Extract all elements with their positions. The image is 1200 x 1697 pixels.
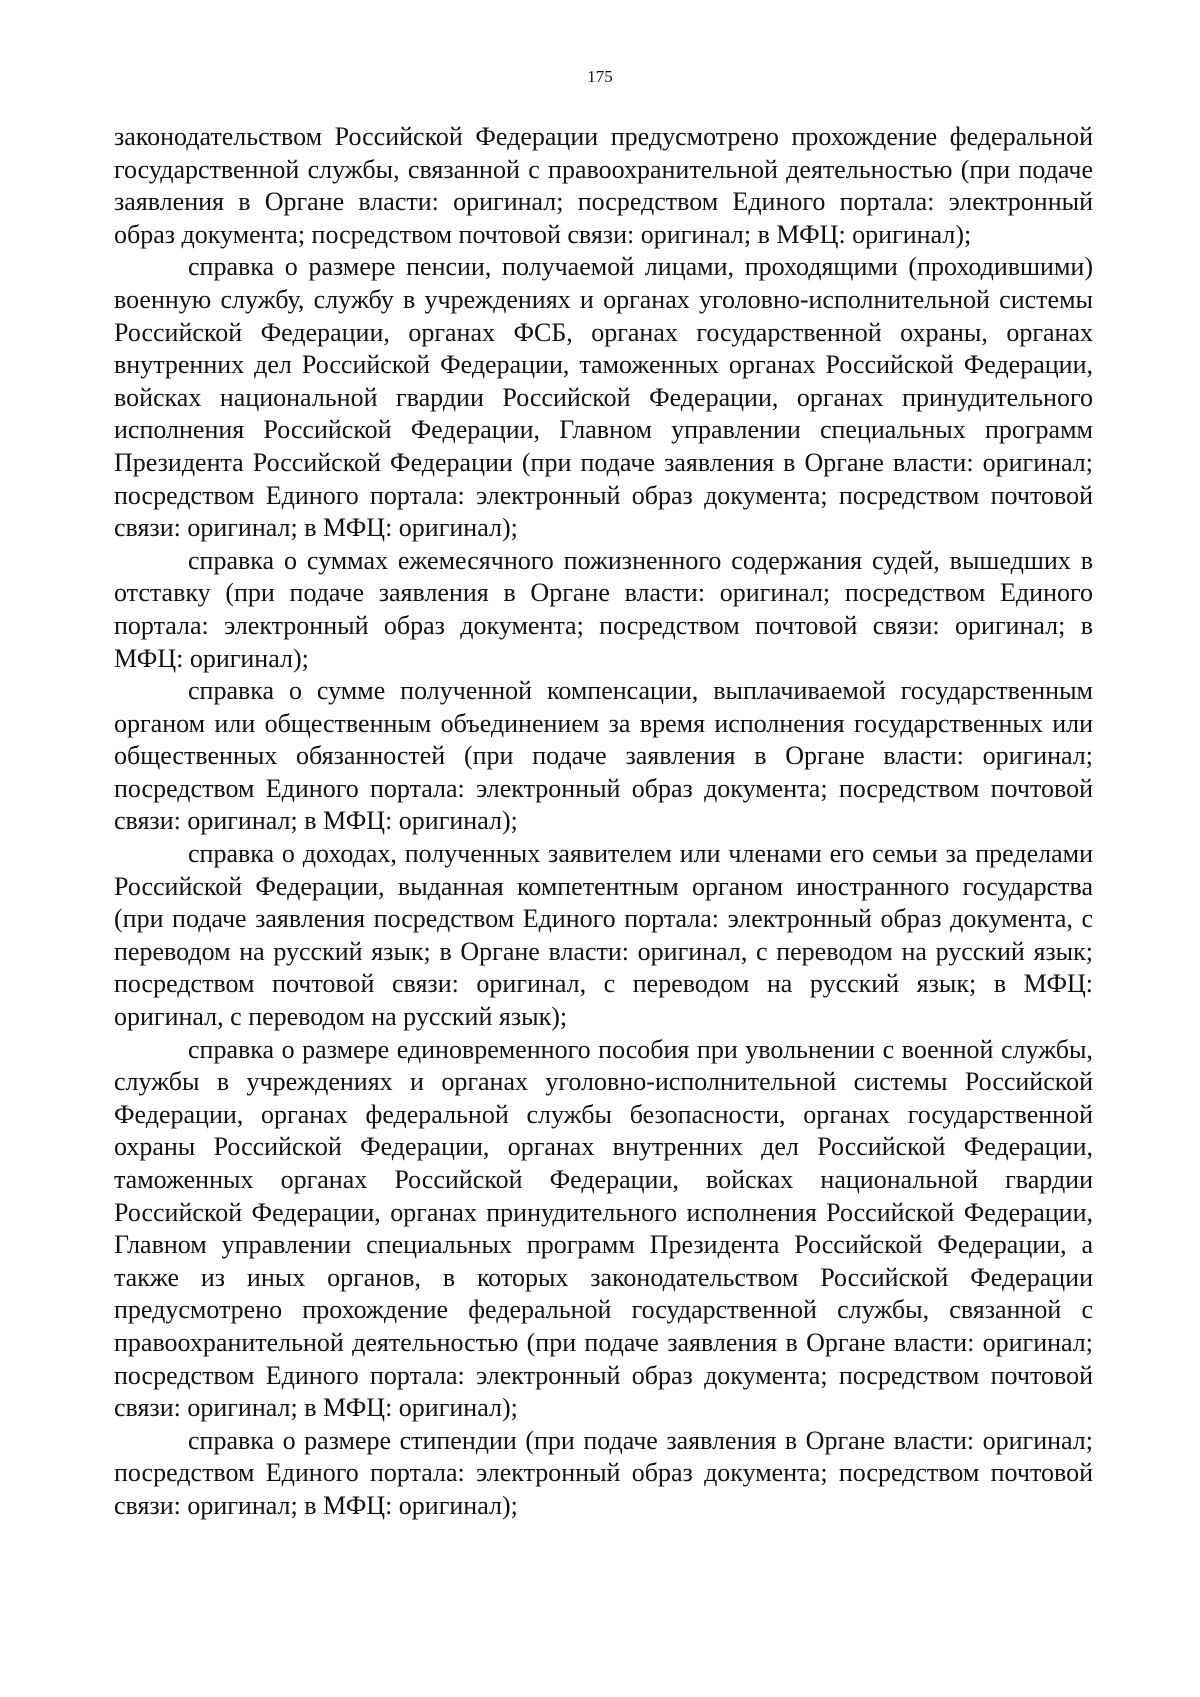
paragraph-foreign-income-certificate: справка о доходах, полученных заявителем или членами его семьи за пределами Российской Федерации, выданная компетентным органом иностранного государства (при подаче заявления посредством Единого портала: электронный образ документа, с переводом на русский язык; в Органе власти: оригинал, с переводом на русский язык; посредством почтовой связи: оригинал, с переводом на русский язык; в МФЦ: оригинал, с переводом на русский язык); bbox=[114, 839, 1093, 1032]
paragraph-scholarship-certificate: справка о размере стипендии (при подаче заявления в Органе власти: оригинал; посредством Единого портала: электронный образ документа; посредством почтовой связи: оригинал; в МФЦ: оригинал); bbox=[114, 1425, 1093, 1520]
paragraph-continued: законодательством Российской Федерации предусмотрено прохождение федеральной государственной службы, связанной с правоохранительной деятельностью (при подаче заявления в Органе власти: оригинал; посредством Единого портала: электронный образ документа; посредством почтовой связи: оригинал; в МФЦ: оригинал); bbox=[114, 122, 1093, 249]
paragraph-judges-allowance-certificate: справка о суммах ежемесячного пожизненного содержания судей, вышедших в отставку (при подаче заявления в Органе власти: оригинал; посредством Единого портала: электронный образ документа; посредством почтовой связи: оригинал; в МФЦ: оригинал); bbox=[114, 545, 1093, 673]
paragraph-severance-benefit-certificate: справка о размере единовременного пособия при увольнении с военной службы, службы в учреждениях и органах уголовно-исполнительной системы Российской Федерации, органах федеральной службы безопасности, органах государственной охраны Российской Федерации, органах внутренних дел Российской Федерации, таможенных органах Российской Федерации, войсках национальной гвардии Российской Федерации, органах принудительного исполнения Российской Федерации, Главном управлении специальных программ Президента Российской Федерации, а также из иных органов, в которых законодательством Российской Федерации предусмотрено прохождение федеральной государственной службы, связанной с правоохранительной деятельностью (при подаче заявления в Органе власти: оригинал; посредством Единого портала: электронный образ документа; посредством почтовой связи: оригинал; в МФЦ: оригинал); bbox=[114, 1034, 1093, 1423]
page-number: 175 bbox=[587, 67, 613, 86]
paragraph-pension-certificate: справка о размере пенсии, получаемой лицами, проходящими (проходившими) военную службу, службу в учреждениях и органах уголовно-исполнительной системы Российской Федерации, органах ФСБ, органах государственной охраны, органах внутренних дел Российской Федерации, таможенных органах Российской Федерации, войсках национальной гвардии Российской Федерации, органах принудительного исполнения Российской Федерации, Главном управлении специальных программ Президента Российской Федерации (при подаче заявления в Органе власти: оригинал; посредством Единого портала: электронный образ документа; посредством почтовой связи: оригинал; в МФЦ: оригинал); bbox=[114, 252, 1093, 543]
document-body bbox=[114, 121, 1093, 1523]
paragraph-compensation-certificate: справка о сумме полученной компенсации, выплачиваемой государственным органом или общественным объединением за время исполнения государственных или общественных обязанностей (при подаче заявления в Органе власти: оригинал; посредством Единого портала: электронный образ документа; посредством почтовой связи: оригинал; в МФЦ: оригинал); bbox=[114, 676, 1093, 836]
